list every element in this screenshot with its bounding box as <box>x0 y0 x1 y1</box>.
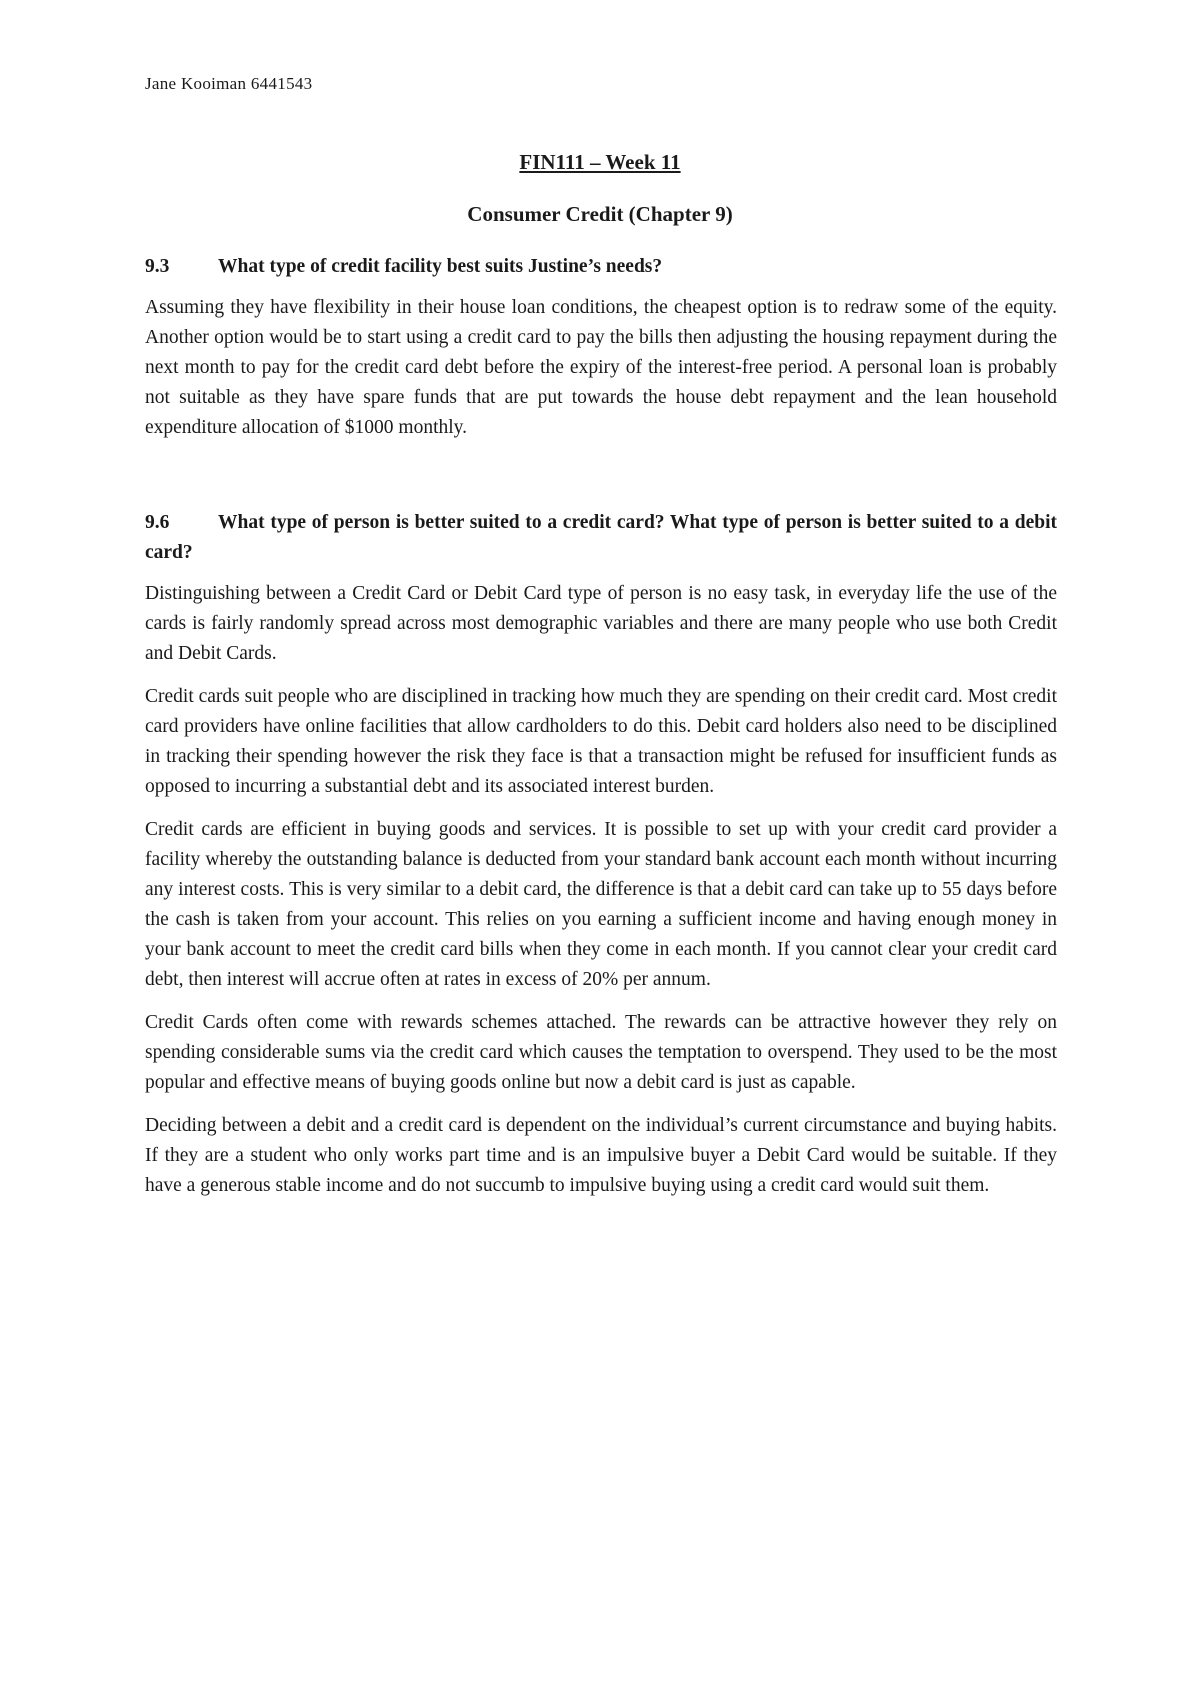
section-9-3 <box>145 252 1057 443</box>
answer-paragraph: Assuming they have flexibility in their house loan conditions, the cheapest option is to redraw some of the equity. Another option would be to start using a credit card to pay the bills then adjusting the housing repayment during the next month to pay for the credit card debt before the expiry of the interest-free period. A personal loan is probably not suitable as they have spare funds that are put towards the house debt repayment and the lean household expenditure allocation of $1000 monthly. <box>145 297 1057 438</box>
document-body <box>145 252 1057 1214</box>
question-text: What type of credit facility best suits Justine’s needs? <box>218 256 663 277</box>
answer-paragraph: Distinguishing between a Credit Card or Debit Card type of person is no easy task, in everyday life the use of the cards is fairly randomly spread across most demographic variables and there are many people who use both Credit and Debit Cards. <box>145 583 1057 664</box>
section-9-6 <box>145 508 1057 1201</box>
question-heading <box>145 252 1057 282</box>
question-number: 9.3 <box>145 256 170 277</box>
answer-paragraph: Credit Cards often come with rewards schemes attached. The rewards can be attractive however they rely on spending considerable sums via the credit card which causes the temptation to overspend. They used to be the most popular and effective means of buying goods online but now a debit card is just as capable. <box>145 1012 1057 1093</box>
answer-paragraph: Credit cards suit people who are disciplined in tracking how much they are spending on their credit card. Most credit card providers have online facilities that allow cardholders to do this. Debit card holders also need to be disciplined in tracking their spending however the risk they face is that a transaction might be refused for insufficient funds as opposed to incurring a substantial debt and its associated interest burden. <box>145 686 1057 797</box>
document-title: FIN111 – Week 11 <box>519 150 681 174</box>
author-header: Jane Kooiman 6441543 <box>145 74 313 93</box>
section-spacer <box>145 456 1057 508</box>
question-number: 9.6 <box>145 512 170 533</box>
question-text: What type of person is better suited to a credit card? What type of person is better suited to a debit card? <box>145 512 1057 563</box>
document-subtitle: Consumer Credit (Chapter 9) <box>467 202 733 226</box>
question-heading <box>145 508 1057 568</box>
answer-paragraph: Deciding between a debit and a credit card is dependent on the individual’s current circumstance and buying habits. If they are a student who only works part time and is an impulsive buyer a Debit Card would be suitable. If they have a generous stable income and do not succumb to impulsive buying using a credit card would suit them. <box>145 1115 1057 1196</box>
answer-paragraph: Credit cards are efficient in buying goods and services. It is possible to set up with your credit card provider a facility whereby the outstanding balance is deducted from your standard bank account each month without incurring any interest costs. This is very similar to a debit card, the difference is that a debit card can take up to 55 days before the cash is taken from your account. This relies on you earning a sufficient income and having enough money in your bank account to meet the credit card bills when they come in each month. If you cannot clear your credit card debt, then interest will accrue often at rates in excess of 20% per annum. <box>145 819 1057 990</box>
